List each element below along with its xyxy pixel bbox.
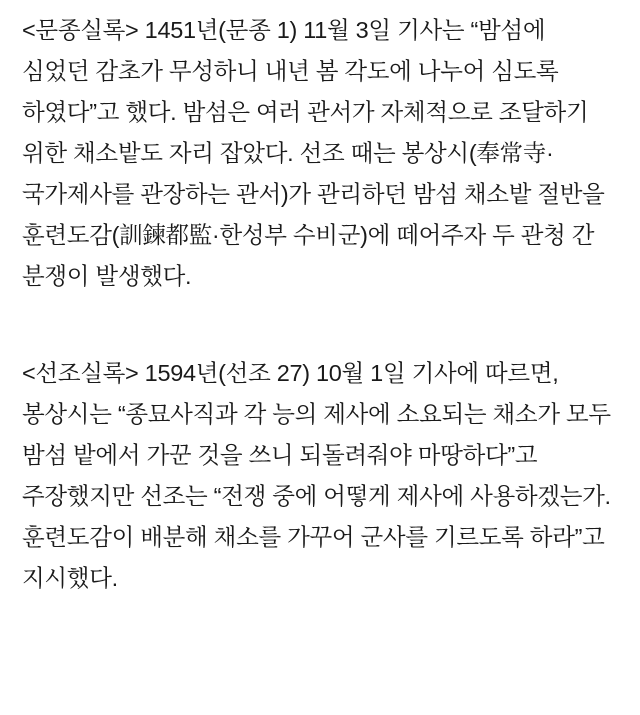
paragraph-1: <문종실록> 1451년(문종 1) 11월 3일 기사는 “밤섬에 심었던 감초가 무성하니 내년 봄 각도에 나누어 심도록 하였다”고 했다. 밤섬은 여러 관서가 자체적으로 조달하기 위한 채소밭도 자리 잡았다. 선조 때는 봉상시(奉常寺·국가제사를 관장하는 관서)가 관리하던 밤섬 채소밭 절반을 훈련도감(訓鍊都監·한성부 수비군)에 떼어주자 두 관청 간 분쟁이 발생했다. bbox=[22, 17, 605, 289]
paragraph-2: <선조실록> 1594년(선조 27) 10월 1일 기사에 따르면, 봉상시는 “종묘사직과 각 능의 제사에 소요되는 채소가 모두 밤섬 밭에서 가꾼 것을 쓰니 되돌려줘야 마땅하다”고 주장했지만 선조는 “전쟁 중에 어떻게 제사에 사용하겠는가. 훈련도감이 배분해 채소를 가꾸어 군사를 기르도록 하라”고 지시했다. bbox=[22, 360, 611, 591]
